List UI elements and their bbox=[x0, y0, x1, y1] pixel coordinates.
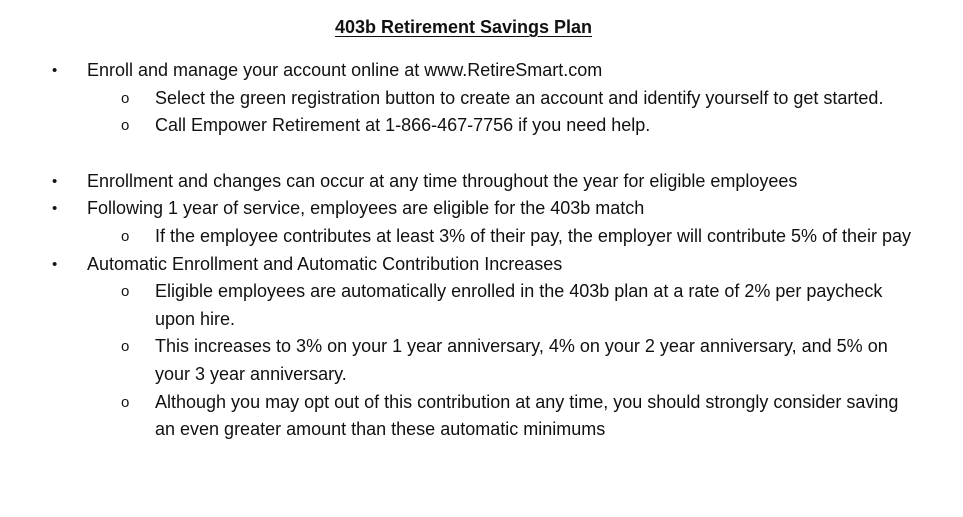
sub-bullet-icon: o bbox=[121, 338, 130, 356]
sub-item-text: Although you may opt out of this contribution at any time, you should strongly consider saving an even greater amount than these automatic minimums bbox=[155, 391, 899, 440]
sub-bullet-icon: o bbox=[121, 89, 130, 107]
sub-item-opt-out bbox=[0, 389, 915, 444]
bullet-icon: • bbox=[52, 200, 58, 218]
bullet-list bbox=[0, 57, 963, 444]
sub-item-text: If the employee contributes at least 3% of their pay, the employer will contribute 5% of their pay bbox=[155, 225, 912, 246]
list-item-text: Following 1 year of service, employees are eligible for the 403b match bbox=[87, 198, 645, 219]
sub-item-call-empower bbox=[0, 112, 915, 140]
sub-item-anniversary-increases bbox=[0, 333, 915, 388]
bullet-icon: • bbox=[52, 62, 58, 79]
document-title bbox=[0, 14, 927, 40]
sub-item-employer-match bbox=[0, 223, 915, 251]
sub-bullet-icon: o bbox=[121, 393, 130, 411]
sub-item-text: Select the green registration button to create an account and identify yourself to get started. bbox=[155, 87, 884, 108]
list-item-text: Automatic Enrollment and Automatic Contribution Increases bbox=[87, 253, 563, 274]
spacer bbox=[0, 140, 963, 168]
sub-item-text: Call Empower Retirement at 1-866-467-7756 if you need help. bbox=[155, 115, 651, 136]
list-item-enrollment-changes bbox=[0, 168, 947, 196]
bullet-icon: • bbox=[52, 172, 58, 190]
sub-bullet-icon: o bbox=[121, 117, 130, 135]
sub-item-text: Eligible employees are automatically enrolled in the 403b plan at a rate of 2% per paycheck upon hire. bbox=[155, 281, 883, 329]
sub-bullet-icon: o bbox=[121, 227, 130, 245]
sub-item-text: This increases to 3% on your 1 year anniversary, 4% on your 2 year anniversary, and 5% on your 3 year anniversary. bbox=[155, 336, 888, 384]
sub-item-auto-rate bbox=[0, 278, 915, 333]
document-title-text: 403b Retirement Savings Plan bbox=[334, 17, 593, 37]
sub-item-registration bbox=[0, 85, 915, 113]
list-item-enroll-online bbox=[0, 57, 947, 85]
list-item-match-eligibility bbox=[0, 195, 947, 223]
list-item-text: Enrollment and changes can occur at any time throughout the year for eligible employees bbox=[87, 170, 798, 191]
list-item-text: Enroll and manage your account online at www.RetireSmart.com bbox=[87, 60, 603, 80]
bullet-icon: • bbox=[52, 255, 58, 273]
sub-bullet-icon: o bbox=[121, 283, 130, 301]
list-item-automatic-enrollment bbox=[0, 251, 947, 279]
